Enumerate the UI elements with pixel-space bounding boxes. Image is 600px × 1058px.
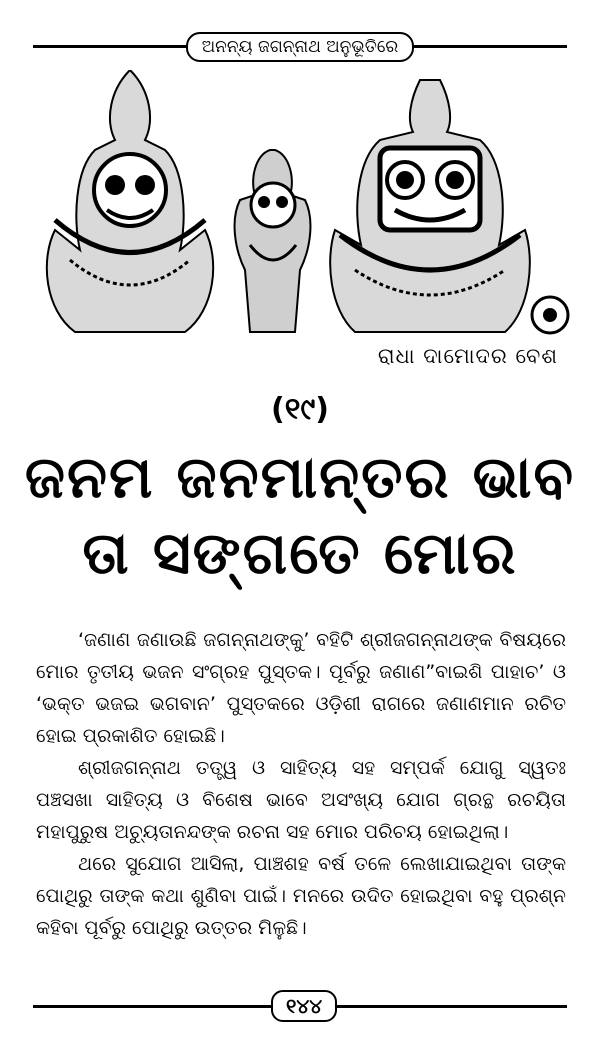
subhadra-figure	[235, 150, 311, 332]
chapter-title-line1: ଜନମ ଜନମାନ୍ତର ଭାବ	[24, 443, 576, 511]
illustration-caption: ରାଧା ଦାମୋଦର ବେଶ	[377, 344, 558, 368]
chapter-number: (୧୯)	[271, 392, 329, 427]
deities-illustration	[35, 70, 575, 345]
chakra-ornament	[532, 297, 568, 333]
footer-rule-right	[335, 1005, 567, 1008]
paragraph: ଶ୍ରୀଜଗନ୍ନାଥ ତତ୍ତ୍ୱ ଓ ସାହିତ୍ୟ ସହ ସମ୍ପର୍କ ଯୋଗୁ ସ୍ୱତଃ ପଞ୍ଚସଖା ସାହିତ୍ୟ ଓ ବିଶେଷ ଭାବେ ଅସଂଖ୍ୟ ଯୋଗ ଗ୍ରନ୍ଥ ରଚୟିତା ମହାପୁରୁଷ ଅଚ୍ୟୁତାନନ୍ଦଙ୍କ ରଚନା ସହ ମୋର ପରିଚୟ ହୋଇଥିଲା।	[36, 757, 566, 843]
chapter-title-line2: ତା ସଙ୍ଗତେ ମୋର	[82, 519, 518, 587]
body-text	[36, 624, 566, 944]
page-number: ୧୪୪	[271, 990, 337, 1022]
paragraph: ଥରେ ସୁଯୋଗ ଆସିଲା, ପାଞ୍ଚଶହ ବର୍ଷ ତଳେ ଲେଖାଯାଇଥିବା ତାଙ୍କ ପୋଥିରୁ ତାଙ୍କ କଥା ଶୁଣିବା ପାଇଁ। ମନରେ ଉଦିତ ହୋଇଥିବା ବହୁ ପ୍ରଶ୍ନ କହିବା ପୂର୍ବରୁ ପୋଥିରୁ ଉତ୍ତର ମିଳୁଛି।	[36, 853, 566, 939]
balabhadra-figure	[47, 70, 213, 332]
running-title: ଅନନ୍ୟ ଜଗନ୍ନାଥ ଅନୁଭୂତିରେ	[186, 32, 414, 62]
header-rule-right	[412, 45, 567, 48]
header-rule-left	[33, 45, 188, 48]
paragraph: ‘ଜଣାଣ ଜଣାଉଛି ଜଗନ୍ନାଥଙ୍କୁ’ ବହିଟି ଶ୍ରୀଜଗନ୍ନାଥଙ୍କ ବିଷୟରେ ମୋର ତୃତୀୟ ଭଜନ ସଂଗ୍ରହ ପୁସ୍ତକ। ପୂର୍ବରୁ ଜଣାଣ”ବାଇଶି ପାହାଚ’ ଓ ‘ଭକ୍ତ ଭଜଇ ଭଗବାନ’ ପୁସ୍ତକରେ ଓଡ଼ିଶୀ ରାଗରେ ଜଣାଣମାନ ରଚିତ ହୋଇ ପ୍ରକାଶିତ ହୋଇଛି।	[36, 629, 566, 747]
footer-rule-left	[33, 1005, 273, 1008]
jagannatha-figure	[330, 80, 530, 332]
